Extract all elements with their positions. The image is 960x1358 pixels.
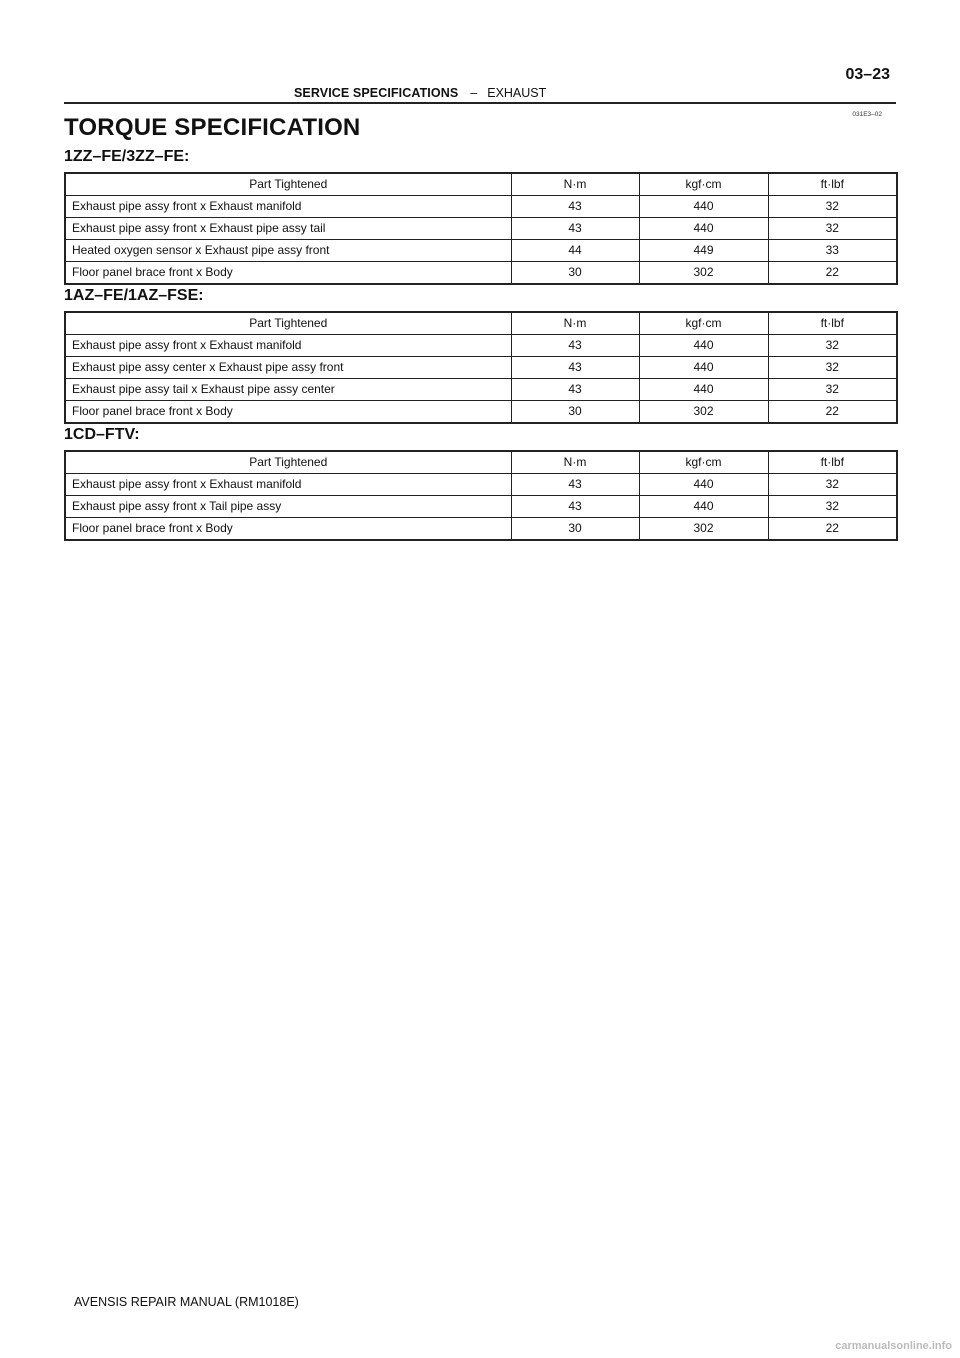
kgfcm-cell: 440 xyxy=(639,496,768,518)
ftlbf-cell: 32 xyxy=(768,357,897,379)
column-header-kgfcm: kgf·cm xyxy=(639,173,768,196)
page-footer: AVENSIS REPAIR MANUAL (RM1018E) xyxy=(74,1295,299,1309)
torque-table-1az xyxy=(64,311,898,424)
nm-cell: 30 xyxy=(511,401,639,424)
torque-table-1zz xyxy=(64,172,898,285)
table-row xyxy=(65,379,897,401)
column-header-part: Part Tightened xyxy=(65,451,511,474)
table-row xyxy=(65,357,897,379)
ftlbf-cell: 22 xyxy=(768,518,897,541)
document-code: 031E3–02 xyxy=(852,111,882,118)
kgfcm-cell: 440 xyxy=(639,379,768,401)
table-row xyxy=(65,196,897,218)
part-cell: Exhaust pipe assy front x Exhaust manifold xyxy=(65,335,511,357)
part-cell: Floor panel brace front x Body xyxy=(65,518,511,541)
column-header-kgfcm: kgf·cm xyxy=(639,451,768,474)
kgfcm-cell: 302 xyxy=(639,518,768,541)
kgfcm-cell: 440 xyxy=(639,196,768,218)
header-section: SERVICE SPECIFICATIONS xyxy=(294,86,459,100)
kgfcm-cell: 440 xyxy=(639,357,768,379)
kgfcm-cell: 440 xyxy=(639,335,768,357)
nm-cell: 43 xyxy=(511,196,639,218)
part-cell: Exhaust pipe assy front x Exhaust manifold xyxy=(65,196,511,218)
column-header-ftlbf: ft·lbf xyxy=(768,173,897,196)
column-header-part: Part Tightened xyxy=(65,312,511,335)
column-header-ftlbf: ft·lbf xyxy=(768,451,897,474)
ftlbf-cell: 32 xyxy=(768,218,897,240)
kgfcm-cell: 440 xyxy=(639,218,768,240)
engine-heading-1az: 1AZ–FE/1AZ–FSE: xyxy=(64,287,204,304)
table-row xyxy=(65,262,897,285)
column-header-kgfcm: kgf·cm xyxy=(639,312,768,335)
column-header-part: Part Tightened xyxy=(65,173,511,196)
engine-heading-1cd: 1CD–FTV: xyxy=(64,426,140,443)
ftlbf-cell: 22 xyxy=(768,262,897,285)
nm-cell: 43 xyxy=(511,335,639,357)
column-header-nm: N·m xyxy=(511,451,639,474)
nm-cell: 43 xyxy=(511,357,639,379)
table-row xyxy=(65,496,897,518)
nm-cell: 43 xyxy=(511,496,639,518)
column-header-nm: N·m xyxy=(511,312,639,335)
table-row xyxy=(65,240,897,262)
nm-cell: 44 xyxy=(511,240,639,262)
kgfcm-cell: 449 xyxy=(639,240,768,262)
kgfcm-cell: 302 xyxy=(639,262,768,285)
kgfcm-cell: 440 xyxy=(639,474,768,496)
ftlbf-cell: 32 xyxy=(768,496,897,518)
part-cell: Exhaust pipe assy front x Exhaust manifold xyxy=(65,474,511,496)
part-cell: Exhaust pipe assy tail x Exhaust pipe assy center xyxy=(65,379,511,401)
header-section-title xyxy=(294,86,546,100)
table-header-row xyxy=(65,312,897,335)
engine-heading-1zz: 1ZZ–FE/3ZZ–FE: xyxy=(64,148,190,165)
nm-cell: 30 xyxy=(511,518,639,541)
part-cell: Exhaust pipe assy front x Tail pipe assy xyxy=(65,496,511,518)
header-dash: – xyxy=(470,86,478,100)
watermark: carmanualsonline.info xyxy=(835,1340,952,1352)
table-row xyxy=(65,518,897,541)
part-cell: Floor panel brace front x Body xyxy=(65,401,511,424)
kgfcm-cell: 302 xyxy=(639,401,768,424)
ftlbf-cell: 32 xyxy=(768,335,897,357)
torque-table-1cd xyxy=(64,450,898,541)
table-row xyxy=(65,335,897,357)
nm-cell: 30 xyxy=(511,262,639,285)
ftlbf-cell: 33 xyxy=(768,240,897,262)
nm-cell: 43 xyxy=(511,379,639,401)
column-header-ftlbf: ft·lbf xyxy=(768,312,897,335)
part-cell: Heated oxygen sensor x Exhaust pipe assy front xyxy=(65,240,511,262)
table-header-row xyxy=(65,173,897,196)
part-cell: Exhaust pipe assy center x Exhaust pipe assy front xyxy=(65,357,511,379)
page-title: TORQUE SPECIFICATION xyxy=(64,114,361,141)
table-row xyxy=(65,401,897,424)
table-row xyxy=(65,474,897,496)
table-row xyxy=(65,218,897,240)
page-header xyxy=(64,84,896,104)
part-cell: Exhaust pipe assy front x Exhaust pipe assy tail xyxy=(65,218,511,240)
nm-cell: 43 xyxy=(511,218,639,240)
ftlbf-cell: 32 xyxy=(768,474,897,496)
ftlbf-cell: 32 xyxy=(768,196,897,218)
header-subsection: EXHAUST xyxy=(487,86,547,100)
ftlbf-cell: 32 xyxy=(768,379,897,401)
nm-cell: 43 xyxy=(511,474,639,496)
ftlbf-cell: 22 xyxy=(768,401,897,424)
part-cell: Floor panel brace front x Body xyxy=(65,262,511,285)
column-header-nm: N·m xyxy=(511,173,639,196)
table-header-row xyxy=(65,451,897,474)
page-number: 03–23 xyxy=(845,66,890,83)
